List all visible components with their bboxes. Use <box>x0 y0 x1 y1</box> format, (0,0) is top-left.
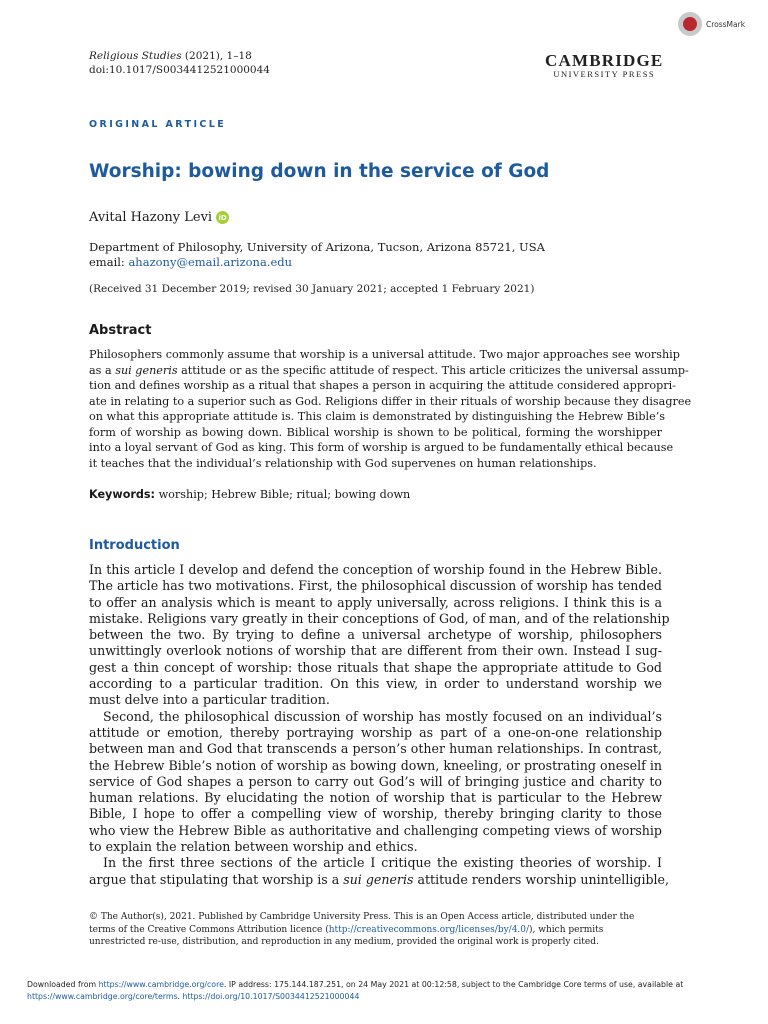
intro-line: Second, the philosophical discussion of worship has mostly focused on an individual’s <box>103 708 662 724</box>
abstract-line: form of worship as bowing down. Biblical worship is shown to be political, forming the worshipper <box>89 425 662 439</box>
publisher-logo <box>545 52 663 80</box>
intro-line: In this article I develop and defend the conception of worship found in the Hebrew Bible. <box>89 562 662 577</box>
intro-line: service of God shapes a person to carry out God’s will of bringing justice and charity to <box>89 773 662 789</box>
journal-issue: (2021), 1–18 <box>181 50 252 62</box>
affiliation-block <box>89 240 545 270</box>
author-name: Avital Hazony Levi <box>89 210 213 225</box>
intro-line: human relations. By elucidating the notion of worship that is particular to the Hebrew <box>89 790 662 806</box>
abstract-heading: Abstract <box>89 323 152 338</box>
intro-line: who view the Hebrew Bible as authoritative and challenging competing views of worship <box>89 822 662 838</box>
section-label: ORIGINAL ARTICLE <box>89 119 227 130</box>
affiliation: Department of Philosophy, University of Arizona, Tucson, Arizona 85721, USA <box>89 240 545 254</box>
email-link[interactable]: ahazony@email.arizona.edu <box>128 255 293 269</box>
intro-line: The article has two motivations. First, the philosophical discussion of worship has tended <box>89 578 662 594</box>
author-line <box>89 210 229 225</box>
license-link[interactable]: http://creativecommons.org/licenses/by/4.0/ <box>328 924 530 935</box>
abstract-line: Philosophers commonly assume that worship is a universal attitude. Two major approaches see worship <box>89 348 680 361</box>
orcid-icon[interactable]: iD <box>216 211 229 224</box>
abstract-line: on what this appropriate attitude is. This claim is demonstrated by distinguishing the Hebrew Bible’s <box>89 410 666 423</box>
intro-line: according to a particular tradition. On this view, in order to understand worship we <box>89 676 662 692</box>
crossmark-icon <box>678 12 702 36</box>
intro-line: Bible, I hope to offer a compelling view of worship, thereby bringing clarity to those <box>89 806 662 822</box>
intro-line: In the first three sections of the article I critique the existing theories of worship. I <box>103 855 662 871</box>
intro-line: to offer an analysis which is meant to apply universally, across religions. I think this is a <box>89 594 662 610</box>
keywords-list: worship; Hebrew Bible; ritual; bowing down <box>155 488 411 501</box>
intro-line: argue that stipulating that worship is a sui generis attitude renders worship unintelligible, <box>89 871 670 887</box>
article-title: Worship: bowing down in the service of God <box>89 161 550 182</box>
copyright-text-1: © The Author(s), 2021. Published by Cambridge University Press. This is an Open Access article, distributed under the terms of the Creative Commons Attribution licence ( <box>89 912 635 935</box>
intro-line: the Hebrew Bible’s notion of worship as bowing down, kneeling, or prostrating oneself in <box>89 757 662 773</box>
introduction-heading: Introduction <box>89 538 180 553</box>
footer-mid-text: . IP address: 175.144.187.251, on 24 May 2021 at 00:12:58, subject to the Cambridge Core terms of use, available at <box>223 980 684 989</box>
crossmark-badge[interactable] <box>678 12 745 36</box>
introduction-body <box>89 562 670 888</box>
abstract-line: as a sui generis attitude or as the specific attitude of respect. This article criticizes the universal assump- <box>89 363 689 377</box>
footer-downloaded-from: Downloaded from <box>27 980 99 989</box>
publisher-sub: UNIVERSITY PRESS <box>553 69 656 79</box>
publisher-main: CAMBRIDGE <box>545 51 664 70</box>
journal-name: Religious Studies <box>89 50 182 62</box>
journal-doi: doi:10.1017/S0034412521000044 <box>89 64 270 76</box>
intro-line: between man and God that transcends a person’s other human relationships. In contrast, <box>89 741 662 757</box>
footer-terms-link[interactable]: https://www.cambridge.org/core/terms <box>27 992 178 1001</box>
abstract-body <box>89 347 692 471</box>
intro-line: mistake. Religions vary greatly in their conceptions of God, of man, and of the relationship <box>89 610 670 626</box>
intro-line: to explain the relation between worship and ethics. <box>89 839 418 855</box>
intro-line: unwittingly overlook notions of worship that are different from their own. Instead I sug- <box>89 643 662 659</box>
intro-line: attitude or emotion, thereby portraying worship as part of a one-on-one relationship <box>89 724 662 740</box>
abstract-line: into a loyal servant of God as king. This form of worship is argued to be fundamentally ethical because <box>89 441 674 454</box>
intro-line: must delve into a particular tradition. <box>89 692 330 708</box>
keywords-label: Keywords: <box>89 488 156 501</box>
keywords <box>89 488 410 501</box>
intro-line: gest a thin concept of worship: those rituals that shape the appropriate attitude to God <box>89 659 662 675</box>
download-footer <box>27 979 747 1003</box>
copyright-notice <box>89 911 662 949</box>
abstract-line: tion and defines worship as a ritual that shapes a person in acquiring the attitude considered appropri- <box>89 379 676 392</box>
footer-core-link[interactable]: https://www.cambridge.org/core <box>98 980 224 989</box>
footer-sep: . <box>177 992 183 1001</box>
footer-doi-link[interactable]: https://doi.org/10.1017/S0034412521000044 <box>182 992 360 1001</box>
copyright-text-2: ), which permits unrestricted re-use, distribution, and reproduction in any medium, provided the original work is properly cited. <box>89 924 604 947</box>
crossmark-label: CrossMark <box>706 19 746 29</box>
abstract-line: ate in relating to a superior such as God. Religions differ in their rituals of worship because they disagree <box>89 394 692 408</box>
email-label: email: <box>89 255 129 269</box>
journal-citation <box>89 49 270 77</box>
received-dates: (Received 31 December 2019; revised 30 January 2021; accepted 1 February 2021) <box>89 283 535 295</box>
abstract-line: it teaches that the individual’s relationship with God supervenes on human relationships. <box>89 456 597 470</box>
intro-line: between the two. By trying to define a universal archetype of worship, philosophers <box>89 627 662 643</box>
